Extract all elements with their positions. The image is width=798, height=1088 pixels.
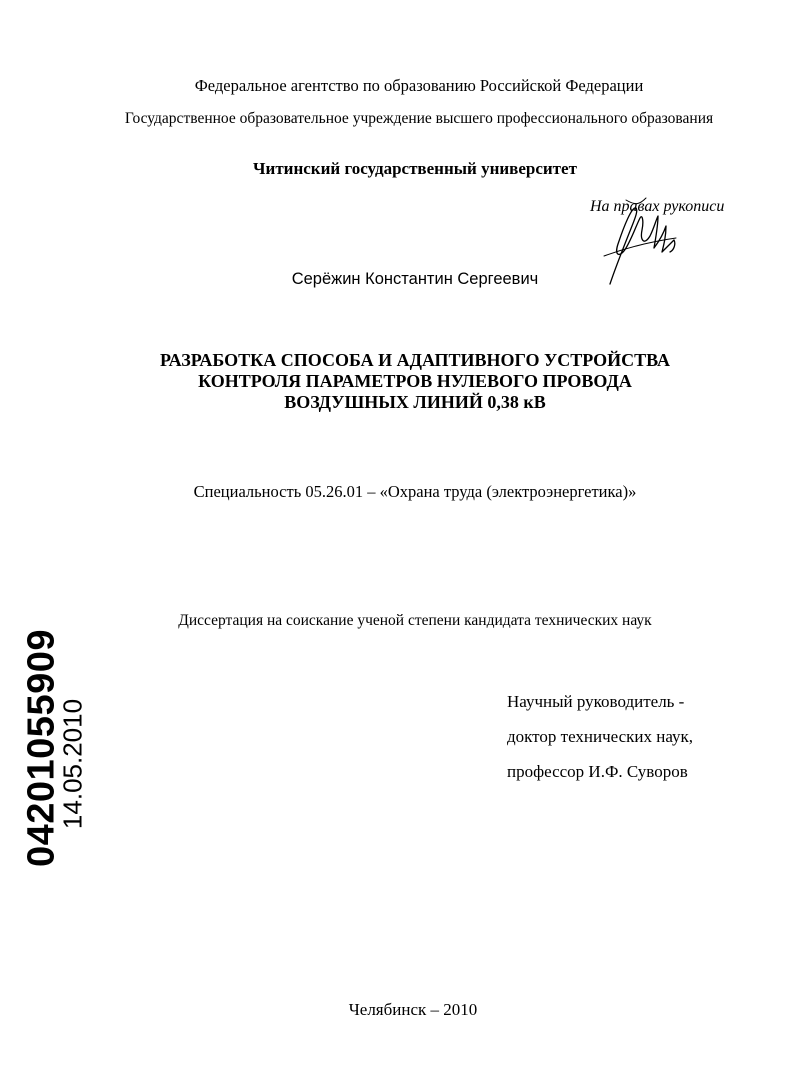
institution-type: Государственное образовательное учреждение высшего профессионального образования: [124, 110, 714, 127]
title-line-1: РАЗРАБОТКА СПОСОБА И АДАПТИВНОГО УСТРОЙСТВА: [159, 350, 671, 370]
city-year: Челябинск – 2010: [348, 1000, 478, 1019]
dissertation-degree: Диссертация на соискание ученой степени кандидата технических наук: [178, 612, 652, 629]
university-name: Читинский государственный университет: [253, 159, 577, 178]
dissertation-title: [0, 350, 798, 413]
title-line-2: КОНТРОЛЯ ПАРАМЕТРОВ НУЛЕВОГО ПРОВОДА: [198, 371, 632, 391]
specialty: Специальность 05.26.01 – «Охрана труда (электроэнергетика)»: [193, 482, 637, 501]
supervisor-block: [507, 684, 693, 789]
supervisor-line-1: Научный руководитель -: [507, 692, 685, 711]
library-stamp-date: 14.05.2010: [57, 698, 88, 830]
title-line-3: ВОЗДУШНЫХ ЛИНИЙ 0,38 кВ: [284, 392, 546, 412]
supervisor-line-3: профессор И.Ф. Суворов: [507, 762, 688, 781]
agency-name: Федеральное агентство по образованию Российской Федерации: [194, 76, 644, 95]
supervisor-line-2: доктор технических наук,: [507, 727, 694, 746]
library-stamp-number: 04201055909: [20, 629, 63, 867]
author-name: Серёжин Константин Сергеевич: [291, 270, 539, 288]
manuscript-rights-note: На правах рукописи: [590, 198, 725, 215]
